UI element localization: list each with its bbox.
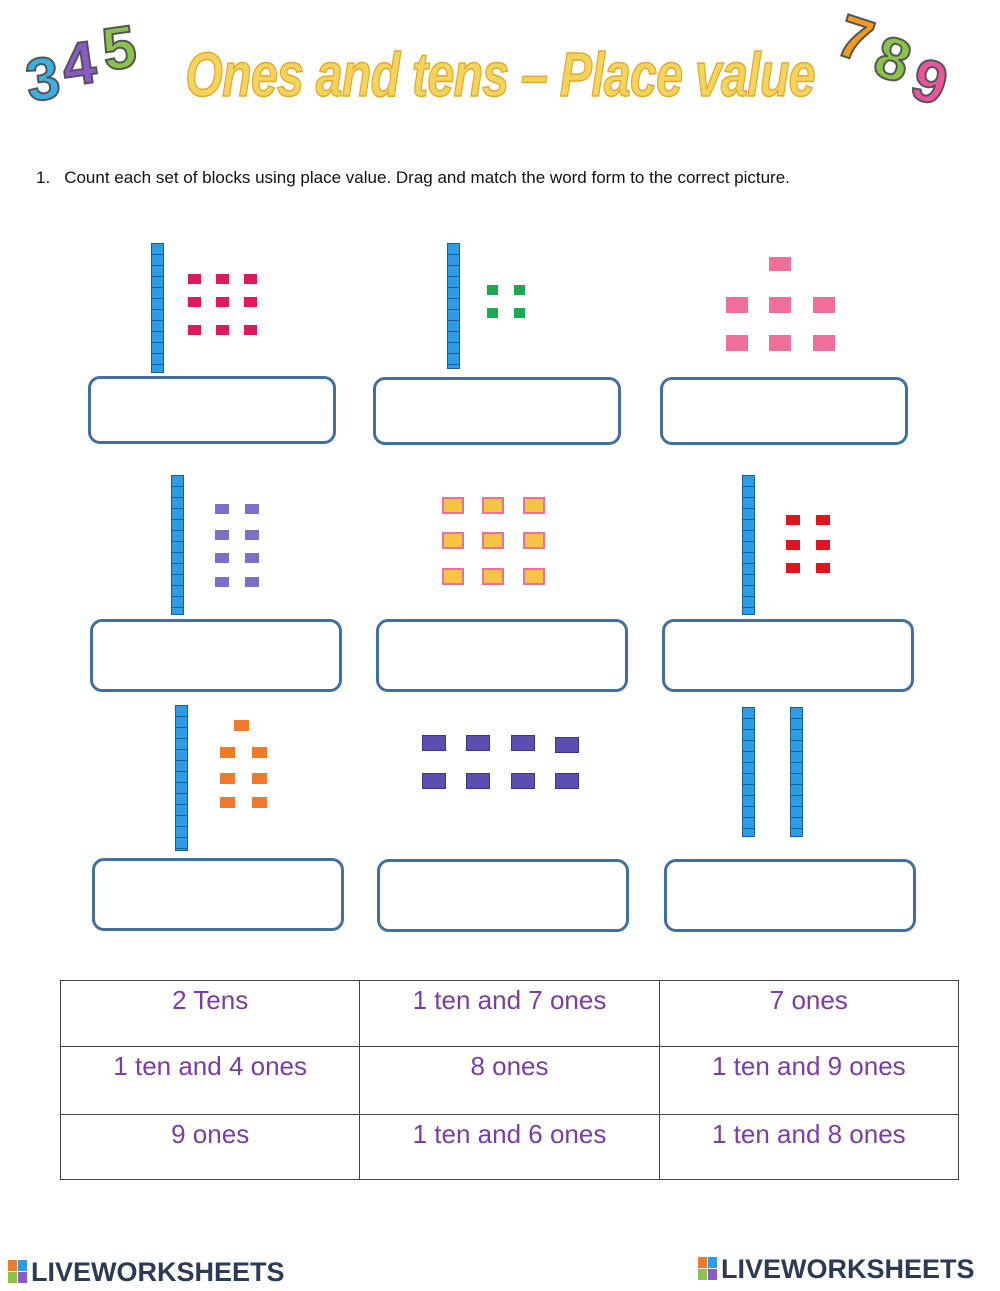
one-cube [188,297,201,307]
one-cube [466,735,490,751]
answer-drop-box[interactable] [664,859,916,932]
one-cube [769,335,791,351]
one-cube [244,274,257,284]
one-cube [482,497,504,514]
word-option[interactable]: 1 ten and 7 ones [360,981,659,1047]
ten-rod [175,705,188,851]
one-cube [245,577,259,587]
one-cube [252,797,267,808]
word-option[interactable]: 7 ones [659,981,958,1047]
ten-rod [447,243,460,369]
one-cube [252,747,267,758]
word-option[interactable]: 9 ones [61,1115,360,1180]
logo-mark-icon [8,1260,28,1284]
answer-drop-box[interactable] [662,619,914,692]
one-cube [442,532,464,549]
one-cube [215,577,229,587]
footer-logo-left [8,1257,285,1288]
ten-rod [742,707,755,837]
one-cube [523,532,545,549]
one-cube [216,274,229,284]
one-cube [514,308,525,318]
one-cube [422,773,446,789]
one-cube [466,773,490,789]
footer-logo-right [698,1254,975,1285]
one-cube [220,773,235,784]
word-option[interactable]: 2 Tens [61,981,360,1047]
one-cube [726,297,748,313]
picture-cell [664,705,916,935]
ten-rod [790,707,803,837]
one-cube [422,735,446,751]
one-cube [244,325,257,335]
deco-number-8: 8 [866,22,920,97]
table-row [61,981,959,1047]
logo-mark-icon [698,1257,718,1281]
one-cube [482,568,504,585]
one-cube [786,515,800,525]
picture-cell [88,243,340,453]
one-cube [234,720,249,731]
one-cube [523,568,545,585]
one-cube [482,532,504,549]
one-cube [215,530,229,540]
one-cube [244,297,257,307]
picture-cell [376,475,628,695]
one-cube [769,297,791,313]
word-option[interactable]: 8 ones [360,1047,659,1115]
footer-logo-text: LIVEWORKSHEETS [31,1257,285,1287]
one-cube [786,540,800,550]
footer-logo-text: LIVEWORKSHEETS [721,1254,975,1284]
table-row [61,1047,959,1115]
instruction-number: 1. [36,168,51,187]
one-cube [216,297,229,307]
one-cube [220,797,235,808]
one-cube [188,325,201,335]
one-cube [487,308,498,318]
one-cube [786,563,800,573]
instruction [36,168,790,188]
one-cube [816,540,830,550]
one-cube [487,285,498,295]
one-cube [555,737,579,753]
one-cube [816,515,830,525]
one-cube [188,274,201,284]
one-cube [245,553,259,563]
instruction-text: Count each set of blocks using place value. Drag and match the word form to the correct picture. [64,168,790,187]
deco-number-7: 7 [829,1,882,76]
word-option[interactable]: 1 ten and 4 ones [61,1047,360,1115]
answer-drop-box[interactable] [376,619,628,692]
deco-number-5: 5 [98,12,141,84]
picture-cell [92,705,344,935]
one-cube [726,335,748,351]
word-option[interactable]: 1 ten and 6 ones [360,1115,659,1180]
one-cube [813,297,835,313]
page-title: Ones and tens – Place value [185,41,815,110]
one-cube [245,530,259,540]
one-cube [215,504,229,514]
picture-cell [662,475,914,695]
one-cube [523,497,545,514]
one-cube [215,553,229,563]
one-cube [769,257,791,271]
one-cube [816,563,830,573]
word-bank-table [60,980,959,1180]
deco-number-4: 4 [57,28,101,100]
picture-cell [660,243,912,453]
picture-cell [90,475,342,695]
answer-drop-box[interactable] [660,377,908,445]
table-row [61,1115,959,1180]
ten-rod [151,243,164,373]
one-cube [511,773,535,789]
one-cube [216,325,229,335]
deco-number-9: 9 [903,44,956,119]
one-cube [813,335,835,351]
ten-rod [171,475,184,615]
answer-drop-box[interactable] [90,619,342,692]
one-cube [511,735,535,751]
one-cube [442,568,464,585]
answer-drop-box[interactable] [92,858,344,931]
deco-number-3: 3 [21,43,64,115]
one-cube [442,497,464,514]
word-option[interactable]: 1 ten and 8 ones [659,1115,958,1180]
answer-drop-box[interactable] [377,859,629,932]
one-cube [555,773,579,789]
answer-drop-box[interactable] [88,376,336,444]
header-decoration-right [807,0,984,148]
one-cube [514,285,525,295]
one-cube [245,504,259,514]
picture-cell [373,243,625,453]
one-cube [252,773,267,784]
answer-drop-box[interactable] [373,377,621,445]
ten-rod [742,475,755,615]
one-cube [220,747,235,758]
picture-cell [377,705,629,935]
word-option[interactable]: 1 ten and 9 ones [659,1047,958,1115]
